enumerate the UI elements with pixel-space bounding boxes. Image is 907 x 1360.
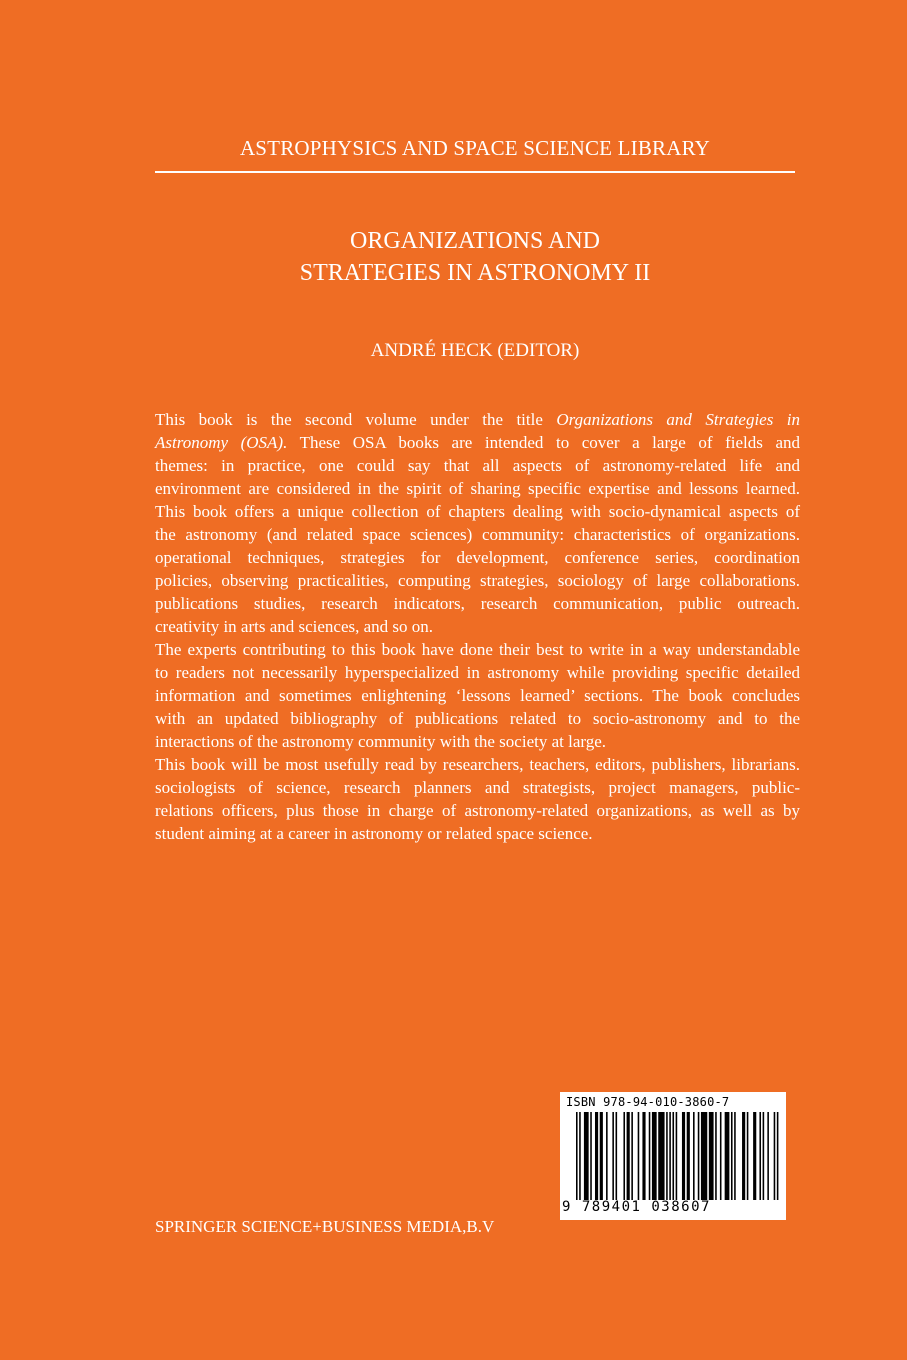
barcode-bar	[759, 1112, 761, 1200]
description-line: operational techniques, strategies for development, conference series, coordination	[155, 548, 800, 567]
barcode-bar	[676, 1112, 678, 1200]
book-description	[155, 408, 800, 845]
description-line: publications studies, research indicators, research communication, public outreach.	[155, 594, 800, 613]
barcode-bar	[747, 1112, 749, 1200]
series-divider	[155, 171, 795, 173]
barcode-bar	[627, 1112, 630, 1200]
description-paragraph-4	[155, 753, 800, 845]
description-line	[155, 431, 800, 454]
barcode-bar	[658, 1112, 664, 1200]
barcode-bar	[774, 1112, 776, 1200]
isbn-label: ISBN 978-94-010-3860-7	[566, 1095, 730, 1109]
barcode-bar	[652, 1112, 657, 1200]
description-line: This book will be most usefully read by researchers, teachers, editors, publishers, librarians.	[155, 755, 800, 774]
barcode-bar	[701, 1112, 707, 1200]
book-title-line-2: STRATEGIES IN ASTRONOMY II	[299, 260, 651, 286]
barcode-bars	[576, 1112, 780, 1200]
barcode-bar	[725, 1112, 730, 1200]
description-line: the astronomy (and related space sciences) community: characteristics of organizations.	[155, 525, 800, 544]
description-line: themes: in practice, one could say that all aspects of astronomy-related life and	[155, 456, 800, 475]
description-line: The experts contributing to this book have done their best to write in a way understandable	[155, 640, 800, 659]
description-paragraph-3	[155, 638, 800, 753]
barcode-bar	[616, 1112, 618, 1200]
publisher-name: SPRINGER SCIENCE+BUSINESS MEDIA,B.V	[155, 1217, 495, 1236]
barcode-bar	[763, 1112, 765, 1200]
series-title: ASTROPHYSICS AND SPACE SCIENCE LIBRARY	[239, 136, 711, 160]
barcode-bar	[590, 1112, 592, 1200]
barcode-bar	[595, 1112, 598, 1200]
barcode-bar	[693, 1112, 695, 1200]
barcode-number: 9 789401 038607	[562, 1199, 711, 1215]
barcode-bar	[709, 1112, 714, 1200]
barcode-bar	[666, 1112, 668, 1200]
book-title	[155, 225, 795, 289]
barcode-bar	[687, 1112, 690, 1200]
barcode-bar	[753, 1112, 756, 1200]
barcode-bar	[623, 1112, 625, 1200]
barcode-bar	[682, 1112, 685, 1200]
description-italic-title: Astronomy (OSA).	[155, 433, 288, 452]
barcode-bar	[579, 1112, 581, 1200]
description-line: relations officers, plus those in charge of astronomy-related organizations, as well as by	[155, 801, 800, 820]
barcode-bar	[698, 1112, 700, 1200]
description-paragraph-2	[155, 500, 800, 638]
barcode-bar	[642, 1112, 645, 1200]
barcode-bar	[612, 1112, 614, 1200]
description-line: sociologists of science, research planners and strategists, project managers, public-	[155, 778, 800, 797]
barcode-bar	[649, 1112, 651, 1200]
description-line: with an updated bibliography of publications related to socio-astronomy and to the	[155, 709, 800, 728]
barcode-bar	[777, 1112, 779, 1200]
description-line: to readers not necessarily hyperspecialized in astronomy while providing specific detailed	[155, 663, 800, 682]
description-italic-title: Organizations and Strategies in	[556, 410, 800, 429]
description-line: information and sometimes enlightening ‘lessons learned’ sections. The book concludes	[155, 686, 800, 705]
book-title-line-1: ORGANIZATIONS AND	[350, 228, 600, 254]
description-line: creativity in arts and sciences, and so on.	[155, 617, 434, 636]
barcode-bar	[606, 1112, 608, 1200]
description-line: policies, observing practicalities, computing strategies, sociology of large collaborations.	[155, 571, 800, 590]
barcode-bar	[715, 1112, 717, 1200]
book-editor: ANDRÉ HECK (EDITOR)	[370, 340, 580, 361]
barcode-bar	[600, 1112, 603, 1200]
isbn-barcode	[560, 1092, 786, 1220]
barcode-bar	[584, 1112, 589, 1200]
description-text: These OSA books are intended to cover a large of fields and	[299, 433, 800, 452]
barcode-bar	[731, 1112, 733, 1200]
barcode-bar	[742, 1112, 745, 1200]
barcode-bar	[767, 1112, 769, 1200]
barcode-bar	[734, 1112, 736, 1200]
description-line: environment are considered in the spirit of sharing specific expertise and lessons learned.	[155, 479, 800, 498]
description-paragraph-1	[155, 408, 800, 500]
description-line	[155, 408, 800, 431]
barcode-bar	[638, 1112, 640, 1200]
barcode-bar	[631, 1112, 633, 1200]
description-text: This book is the second volume under the title	[155, 410, 543, 429]
barcode-bar	[669, 1112, 671, 1200]
barcode-bar	[576, 1112, 578, 1200]
barcode-bar	[672, 1112, 674, 1200]
barcode-bar	[720, 1112, 722, 1200]
description-line: student aiming at a career in astronomy or related space science.	[155, 824, 593, 843]
description-line: This book offers a unique collection of chapters dealing with socio-dynamical aspects of	[155, 502, 800, 521]
description-line: interactions of the astronomy community with the society at large.	[155, 732, 607, 751]
